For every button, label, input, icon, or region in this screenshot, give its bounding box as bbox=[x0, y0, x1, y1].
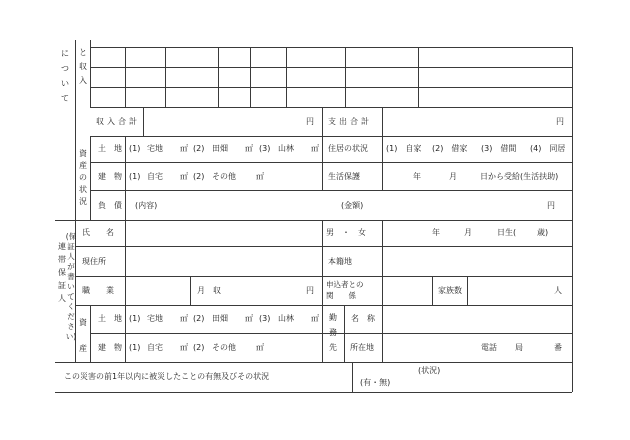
land-forest: 山林 bbox=[278, 144, 294, 153]
line bbox=[90, 87, 572, 88]
line bbox=[55, 220, 572, 221]
land-n2: (2) bbox=[193, 144, 205, 153]
line bbox=[250, 47, 251, 107]
guarantor-monthly-income: 月 収 bbox=[197, 286, 221, 295]
g-land-label: 土 地 bbox=[98, 314, 122, 323]
line bbox=[382, 220, 383, 362]
building-label: 建 物 bbox=[98, 172, 122, 181]
g-land-n2: (2) bbox=[193, 314, 205, 323]
line bbox=[90, 190, 572, 191]
line bbox=[382, 107, 383, 162]
line bbox=[90, 136, 91, 220]
income-label: と収入 bbox=[79, 48, 87, 85]
line bbox=[55, 392, 572, 393]
land-n3: (3) bbox=[259, 144, 271, 153]
line bbox=[165, 47, 166, 107]
line bbox=[322, 220, 323, 362]
building-n1: (1) bbox=[129, 172, 141, 181]
line bbox=[75, 276, 572, 277]
line bbox=[90, 107, 572, 108]
line bbox=[90, 162, 572, 163]
guarantor-gender: 男 ・ 女 bbox=[326, 228, 366, 237]
g-land-m1: ㎡ bbox=[180, 314, 188, 323]
line bbox=[125, 220, 126, 362]
building-other: その他 bbox=[212, 172, 236, 181]
g-building-m1: ㎡ bbox=[180, 343, 188, 352]
line bbox=[75, 305, 572, 306]
guarantor-side-note: (保証人が書いてください) bbox=[65, 232, 77, 341]
line bbox=[90, 67, 572, 68]
guarantor-family-unit: 人 bbox=[554, 286, 562, 295]
line bbox=[125, 136, 126, 220]
line bbox=[322, 107, 323, 162]
residence-opt3: (3) 借間 bbox=[481, 144, 517, 153]
debt-content: (内容) bbox=[135, 201, 158, 210]
expense-total-label: 支出合計 bbox=[328, 117, 372, 126]
g-building-m2: ㎡ bbox=[256, 343, 264, 352]
income-total-unit: 円 bbox=[306, 117, 314, 126]
g-building-n1: (1) bbox=[129, 343, 141, 352]
guarantor-monthly-unit: 円 bbox=[306, 286, 314, 295]
line bbox=[467, 276, 468, 305]
assets-side-label: 資産の状況 bbox=[79, 149, 87, 206]
residence-opt2: (2) 借家 bbox=[432, 144, 468, 153]
guarantor-side-label: 連帯保証人 bbox=[58, 242, 66, 303]
disaster-status: (状況) bbox=[418, 366, 441, 375]
land-residential: 宅地 bbox=[147, 144, 163, 153]
residence-opt1: (1) 自家 bbox=[386, 144, 422, 153]
work-address-label: 所在地 bbox=[350, 343, 374, 352]
g-land-n3: (3) bbox=[259, 314, 271, 323]
work-side-label: 勤務先 bbox=[329, 313, 337, 352]
line bbox=[352, 362, 353, 392]
building-m1: ㎡ bbox=[180, 172, 188, 181]
g-land-forest: 山林 bbox=[278, 314, 294, 323]
debt-amount: (金額) bbox=[341, 201, 364, 210]
line bbox=[55, 362, 572, 363]
g-land-field: 田畑 bbox=[212, 314, 228, 323]
line bbox=[143, 107, 144, 136]
building-own-house: 自宅 bbox=[147, 172, 163, 181]
guarantor-relation-label-1: 申込者との bbox=[326, 280, 364, 289]
g-building-own-house: 自宅 bbox=[147, 343, 163, 352]
line bbox=[418, 47, 419, 107]
income-side-label: について bbox=[61, 49, 69, 103]
income-total-label: 収入合計 bbox=[96, 117, 140, 126]
work-name-label: 名 称 bbox=[351, 314, 375, 323]
line bbox=[432, 276, 433, 305]
guarantor-address-label: 現住所 bbox=[82, 257, 106, 266]
line bbox=[218, 47, 219, 107]
guarantor-name-label: 氏 名 bbox=[82, 228, 114, 237]
line bbox=[90, 305, 91, 362]
work-number: 番 bbox=[554, 343, 562, 352]
debt-unit: 円 bbox=[547, 201, 555, 210]
expense-total-unit: 円 bbox=[556, 117, 564, 126]
disaster-yes-no: (有・無) bbox=[360, 378, 391, 387]
guarantor-dob-day: 日生( bbox=[497, 228, 517, 237]
line bbox=[125, 47, 126, 107]
work-phone: 電話 bbox=[481, 343, 497, 352]
residence-opt4: (4) 同居 bbox=[530, 144, 566, 153]
guarantor-age: 歳) bbox=[537, 228, 549, 237]
debt-label: 負 債 bbox=[98, 201, 122, 210]
guarantor-assets-side: 資産 bbox=[79, 318, 87, 353]
welfare-label: 生活保護 bbox=[328, 172, 360, 181]
land-n1: (1) bbox=[129, 144, 141, 153]
welfare-text: 日から受給(生活扶助) bbox=[480, 172, 559, 181]
land-label: 土 地 bbox=[98, 144, 122, 153]
disaster-text: この災害の前1年以内に被災したことの有無及びその状況 bbox=[64, 372, 270, 381]
g-building-n2: (2) bbox=[193, 343, 205, 352]
welfare-month: 月 bbox=[449, 172, 457, 181]
guarantor-dob-year: 年 bbox=[432, 228, 440, 237]
residence-label: 住居の状況 bbox=[328, 144, 368, 153]
line bbox=[572, 47, 573, 392]
guarantor-domicile-label: 本籍地 bbox=[328, 257, 352, 266]
line bbox=[286, 47, 287, 107]
g-land-m2: ㎡ bbox=[245, 314, 253, 323]
building-n2: (2) bbox=[193, 172, 205, 181]
work-bureau: 局 bbox=[515, 343, 523, 352]
g-land-m3: ㎡ bbox=[311, 314, 319, 323]
guarantor-dob-month: 月 bbox=[464, 228, 472, 237]
line bbox=[75, 246, 572, 247]
line bbox=[90, 136, 572, 137]
line bbox=[190, 276, 191, 305]
land-m3: ㎡ bbox=[311, 144, 319, 153]
g-building-other: その他 bbox=[212, 343, 236, 352]
land-m1: ㎡ bbox=[180, 144, 188, 153]
land-field: 田畑 bbox=[212, 144, 228, 153]
guarantor-relation-label-2: 関 係 bbox=[326, 291, 356, 300]
line bbox=[322, 162, 323, 190]
welfare-year: 年 bbox=[413, 172, 421, 181]
land-m2: ㎡ bbox=[245, 144, 253, 153]
line bbox=[344, 305, 345, 362]
g-land-residential: 宅地 bbox=[147, 314, 163, 323]
line bbox=[90, 40, 91, 107]
g-building-label: 建 物 bbox=[98, 343, 122, 352]
line bbox=[90, 47, 572, 48]
building-m2: ㎡ bbox=[256, 172, 264, 181]
line bbox=[382, 162, 383, 190]
g-land-n1: (1) bbox=[129, 314, 141, 323]
guarantor-occupation-label: 職 業 bbox=[82, 286, 114, 295]
line bbox=[345, 47, 346, 107]
guarantor-family-label: 家族数 bbox=[438, 286, 462, 295]
